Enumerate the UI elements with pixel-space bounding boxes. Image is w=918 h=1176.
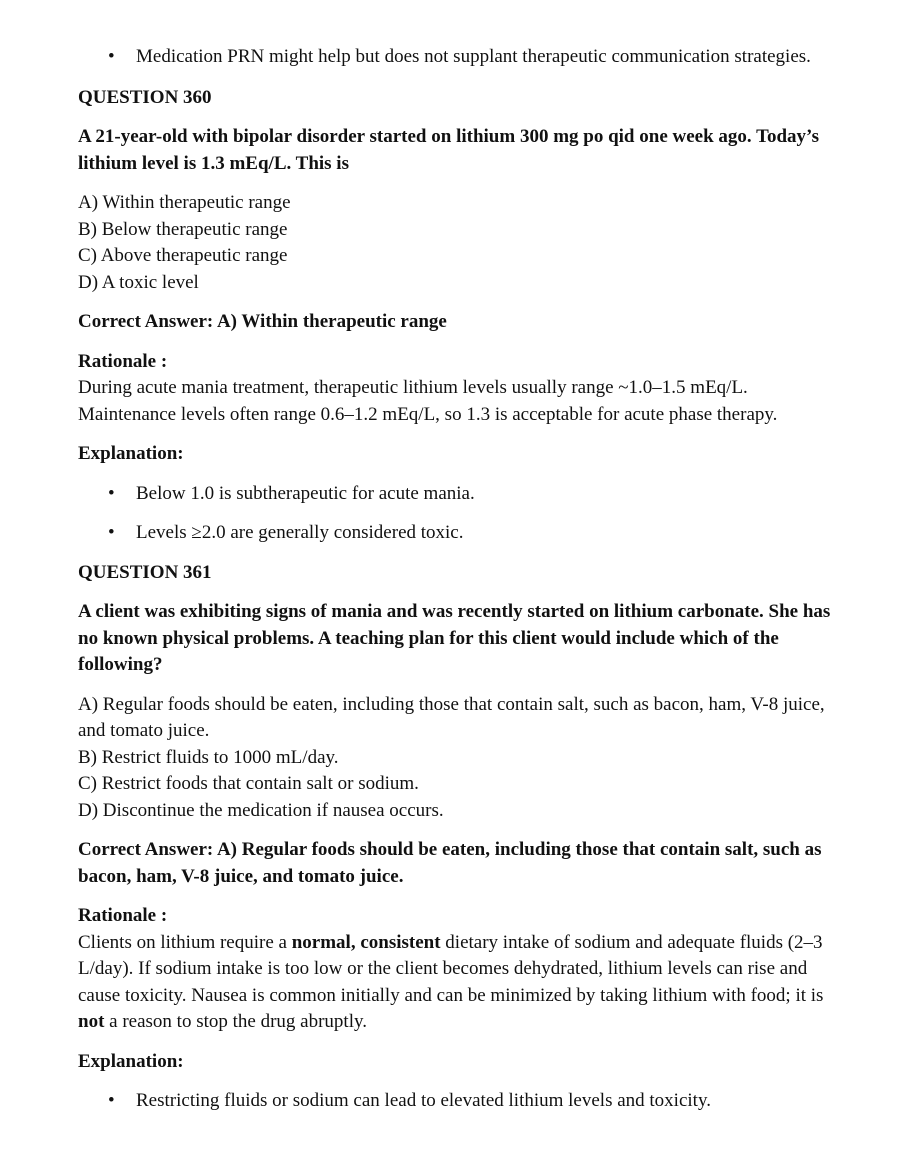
option-b: B) Restrict fluids to 1000 mL/day. bbox=[78, 746, 339, 768]
list-item bbox=[78, 44, 848, 71]
option-b: B) Below therapeutic range bbox=[78, 218, 288, 240]
rationale-emphasis: normal, consistent bbox=[291, 931, 441, 953]
question-360-heading: QUESTION 360 bbox=[78, 86, 212, 108]
rationale-text: dietary intake of sodium and adequate fluids (2–3 L/day). If sodium intake is too low or the client becomes dehydrated, lithium levels can rise and cause toxicity. Nausea is common initially and can be minimized by taking lithium with food; it is bbox=[78, 931, 824, 1006]
question-361-explanation-list bbox=[78, 1088, 848, 1115]
question-361-options bbox=[78, 692, 848, 825]
list-item bbox=[78, 481, 848, 508]
bullet-icon: • bbox=[108, 1090, 115, 1111]
bullet-text: Restricting fluids or sodium can lead to elevated lithium levels and toxicity. bbox=[136, 1090, 711, 1111]
bullet-icon: • bbox=[108, 522, 115, 543]
question-360-rationale-label: Rationale : bbox=[78, 350, 168, 372]
question-361-answer: Correct Answer: A) Regular foods should be eaten, including those that contain salt, such as bacon, ham, V-8 juice, and tomato juice. bbox=[78, 839, 822, 887]
question-360-rationale: During acute mania treatment, therapeutic lithium levels usually range ~1.0–1.5 mEq/L. Maintenance levels often range 0.6–1.2 mEq/L, so 1.3 is acceptable for acute phase therapy. bbox=[78, 377, 778, 425]
option-a: A) Regular foods should be eaten, including those that contain salt, such as bacon, ham, V-8 juice, and tomato juice. bbox=[78, 693, 825, 741]
question-360-explanation-label: Explanation: bbox=[78, 443, 184, 464]
option-a: A) Within therapeutic range bbox=[78, 192, 291, 213]
question-361-rationale-label: Rationale : bbox=[78, 905, 168, 926]
question-360-answer: Correct Answer: A) Within therapeutic range bbox=[78, 311, 447, 332]
list-item bbox=[78, 520, 848, 547]
option-c: C) Restrict foods that contain salt or sodium. bbox=[78, 773, 419, 794]
bullet-icon: • bbox=[108, 482, 115, 504]
rationale-emphasis: not bbox=[78, 1011, 105, 1032]
bullet-icon: • bbox=[108, 46, 115, 67]
bullet-text: Below 1.0 is subtherapeutic for acute mania. bbox=[136, 482, 475, 504]
bullet-text: Medication PRN might help but does not supplant therapeutic communication strategies. bbox=[136, 46, 811, 67]
rationale-text: a reason to stop the drug abruptly. bbox=[104, 1011, 368, 1032]
rationale-text: Clients on lithium require a bbox=[78, 931, 292, 953]
question-361-explanation-label: Explanation: bbox=[78, 1050, 184, 1072]
question-360-stem: A 21-year-old with bipolar disorder started on lithium 300 mg po qid one week ago. Today’s lithium level is 1.3 mEq/L. This is bbox=[78, 126, 820, 174]
top-bullet-list bbox=[78, 44, 848, 71]
option-d: D) A toxic level bbox=[78, 271, 199, 293]
list-item bbox=[78, 1088, 848, 1115]
question-360-explanation-list bbox=[78, 481, 848, 547]
question-361-rationale bbox=[78, 930, 848, 1036]
question-361-heading: QUESTION 361 bbox=[78, 561, 212, 583]
question-360-options bbox=[78, 190, 848, 296]
option-c: C) Above therapeutic range bbox=[78, 245, 288, 266]
bullet-text: Levels ≥2.0 are generally considered toxic. bbox=[136, 522, 464, 543]
option-d: D) Discontinue the medication if nausea occurs. bbox=[78, 799, 444, 821]
question-361-stem: A client was exhibiting signs of mania and was recently started on lithium carbonate. She has no known physical problems. A teaching plan for this client would include which of the following? bbox=[78, 601, 831, 675]
